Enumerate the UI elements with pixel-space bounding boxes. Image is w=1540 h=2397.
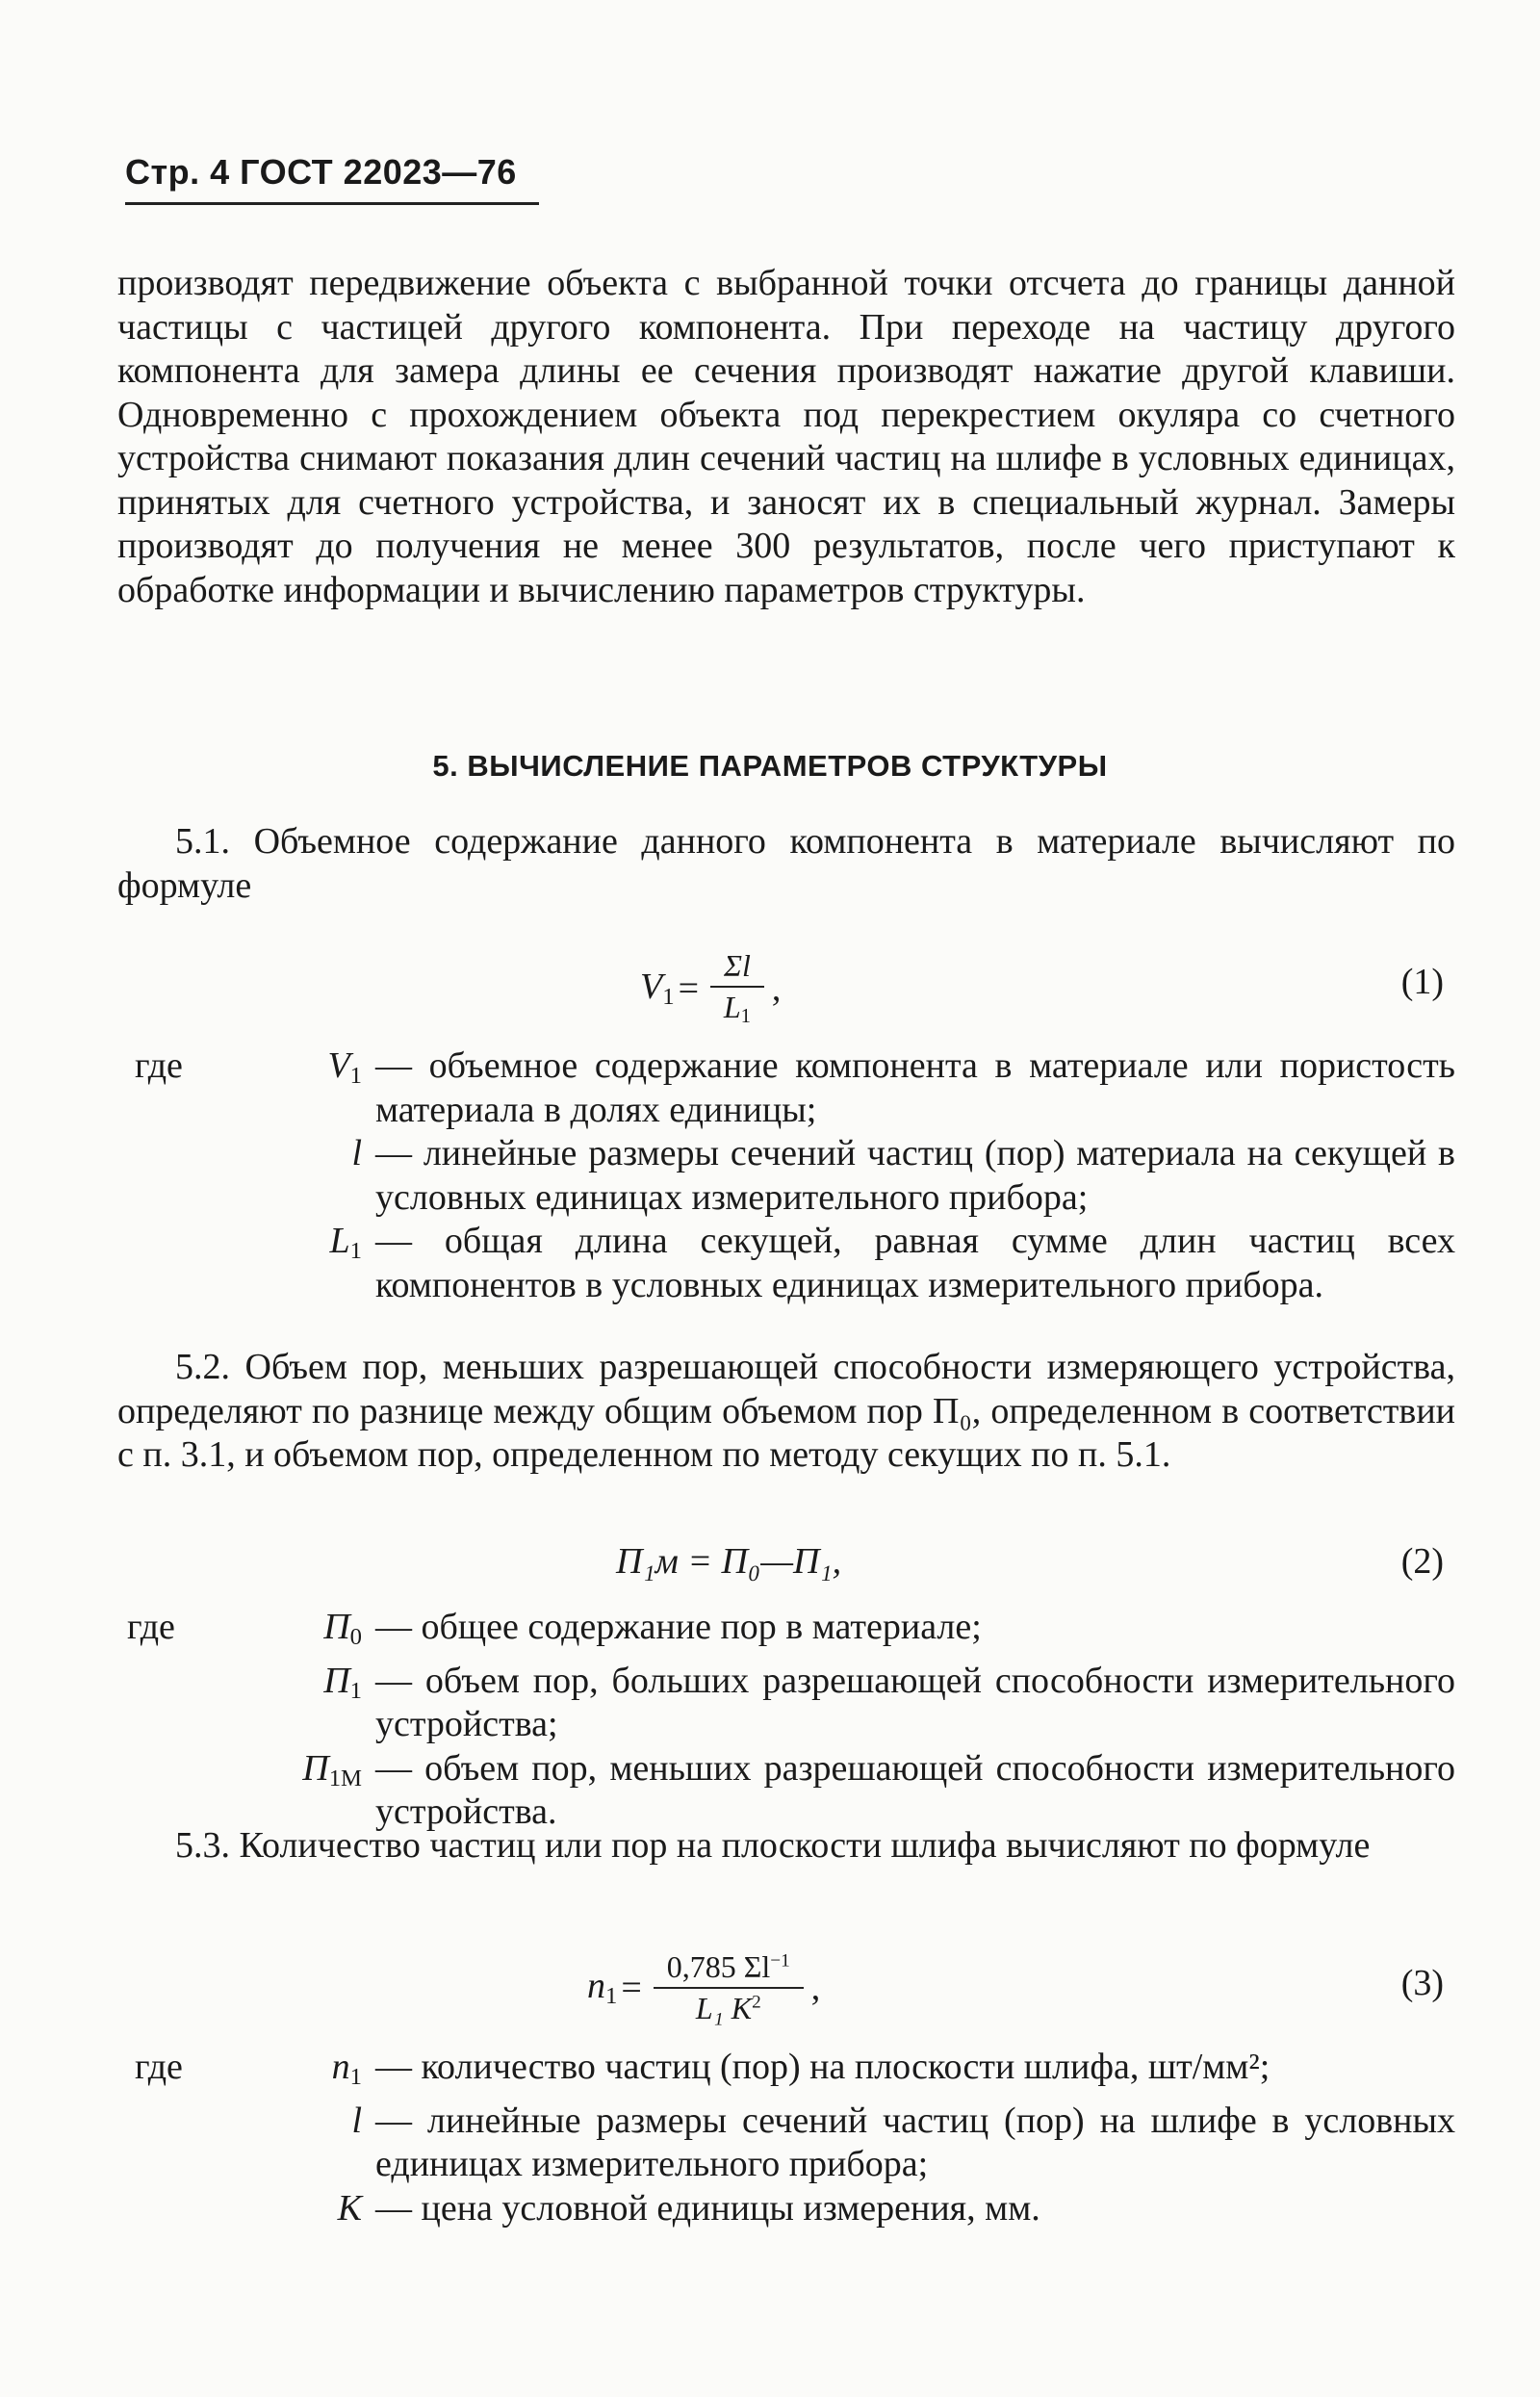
definition-text: — количество частиц (пор) на плоскости шлифа, шт/мм²; bbox=[375, 2047, 1270, 2087]
definition-text: — объемное содержание компонента в материале или пористость материала в долях единицы; bbox=[375, 1045, 1455, 1130]
intro-paragraph: производят передвижение объекта с выбранной точки отсчета до границы данной частицы с частицей другого компонента. При переходе на частицу другого компонента для замера длины ее сечения производят нажатие другой клавиши. Одновременно с прохождением объекта под перекрестием окуляра со счетного устройства снимают показания длин сечений частиц на шлифе в условных единицах, принятых для счетного устройства, и заносят их в специальный журнал. Замеры производят до получения не менее 300 результатов, после чего приступают к обработке информации и вычислению параметров структуры. bbox=[117, 263, 1455, 610]
definition-symbol: где $n_1$ bbox=[135, 2047, 362, 2091]
formula-3-denominator: L₁ $K^2$ bbox=[695, 1991, 761, 2025]
definition-text: — общее содержание пор в материале; bbox=[375, 1607, 982, 1647]
definition-row bbox=[117, 1220, 1455, 1307]
definition-symbol: l bbox=[351, 2100, 362, 2141]
definition-text: — линейные размеры сечений частиц (пор) материала на секущей в условных единицах измерительного прибора; bbox=[375, 1133, 1455, 1218]
definition-row bbox=[117, 1132, 1455, 1220]
definition-row bbox=[117, 1044, 1455, 1132]
definition-symbol: l bbox=[351, 1133, 362, 1173]
paragraph-5-1: 5.1. Объемное содержание данного компонента в материале вычисляют по формуле bbox=[117, 821, 1455, 906]
formula-3-lhs: $n_1$ bbox=[587, 1966, 618, 2010]
paragraph-5-3: 5.3. Количество частиц или пор на плоскости шлифа вычисляют по формуле bbox=[175, 1825, 1371, 1866]
definition-row bbox=[117, 2046, 1455, 2100]
definitions-1 bbox=[117, 1044, 1455, 1307]
definitions-2 bbox=[117, 1606, 1455, 1835]
definition-row bbox=[117, 2100, 1455, 2187]
formula-3-eq: = bbox=[621, 1968, 642, 2008]
formula-1-denominator: $L_1$ bbox=[723, 990, 752, 1028]
definition-text: — объем пор, меньших разрешающей способности измерительного устройства. bbox=[375, 1747, 1455, 1833]
definition-row bbox=[117, 2187, 1455, 2241]
formula-3-number: (3) bbox=[1400, 1963, 1444, 2003]
formula-1-lhs: $V_1$ bbox=[640, 967, 675, 1011]
header-rule bbox=[125, 202, 539, 205]
definition-row bbox=[117, 1606, 1455, 1660]
definition-text: — цена условной единицы измерения, мм. bbox=[375, 2187, 1040, 2229]
formula-1-fraction bbox=[710, 948, 764, 1028]
definition-text: — общая длина секущей, равная сумме длин частиц всех компонентов в условных единицах измерительного прибора. bbox=[375, 1221, 1455, 1305]
definition-symbol: где $П_0$ bbox=[127, 1607, 362, 1651]
formula-3 bbox=[587, 1949, 820, 2026]
formula-1-number: (1) bbox=[1400, 962, 1444, 1002]
definition-symbol: $L_1$ bbox=[329, 1221, 362, 1265]
formula-2: П₁м = П₀—П₁, bbox=[616, 1541, 842, 1582]
formula-1-numerator: Σl bbox=[710, 948, 764, 988]
page-header: Стр. 4 ГОСТ 22023—76 bbox=[125, 152, 517, 192]
formula-2-number: (2) bbox=[1400, 1541, 1444, 1582]
section-title: 5. ВЫЧИСЛЕНИЕ ПАРАМЕТРОВ СТРУКТУРЫ bbox=[432, 749, 1108, 783]
formula-3-tail: , bbox=[810, 1968, 821, 2008]
formula-1-eq: = bbox=[678, 967, 699, 1009]
formula-3-fraction bbox=[654, 1949, 804, 2026]
definition-symbol: $П_1$ bbox=[323, 1660, 362, 1704]
definition-symbol: $П_{1М}$ bbox=[302, 1747, 362, 1791]
definition-symbol: K bbox=[337, 2187, 362, 2229]
definition-row bbox=[117, 1747, 1455, 1835]
definition-text: — объем пор, больших разрешающей способности измерительного устройства; bbox=[375, 1660, 1455, 1745]
definition-row bbox=[117, 1660, 1455, 1747]
formula-1 bbox=[640, 948, 781, 1028]
formula-1-tail: , bbox=[771, 967, 782, 1009]
definitions-3 bbox=[117, 2046, 1455, 2240]
paragraph-5-2: 5.2. Объем пор, меньших разрешающей способности измеряющего устройства, определяют по разнице между общим объемом пор П₀, определенном в соответствии с п. 3.1, и объемом пор, определенном по методу секущих по п. 5.1. bbox=[117, 1347, 1455, 1475]
definition-text: — линейные размеры сечений частиц (пор) на шлифе в условных единицах измерительного прибора; bbox=[375, 2100, 1455, 2185]
formula-3-numerator: 0,785 $\Sigma l^{-1}$ bbox=[654, 1949, 804, 1989]
definition-symbol: где $V_1$ bbox=[135, 1045, 362, 1090]
